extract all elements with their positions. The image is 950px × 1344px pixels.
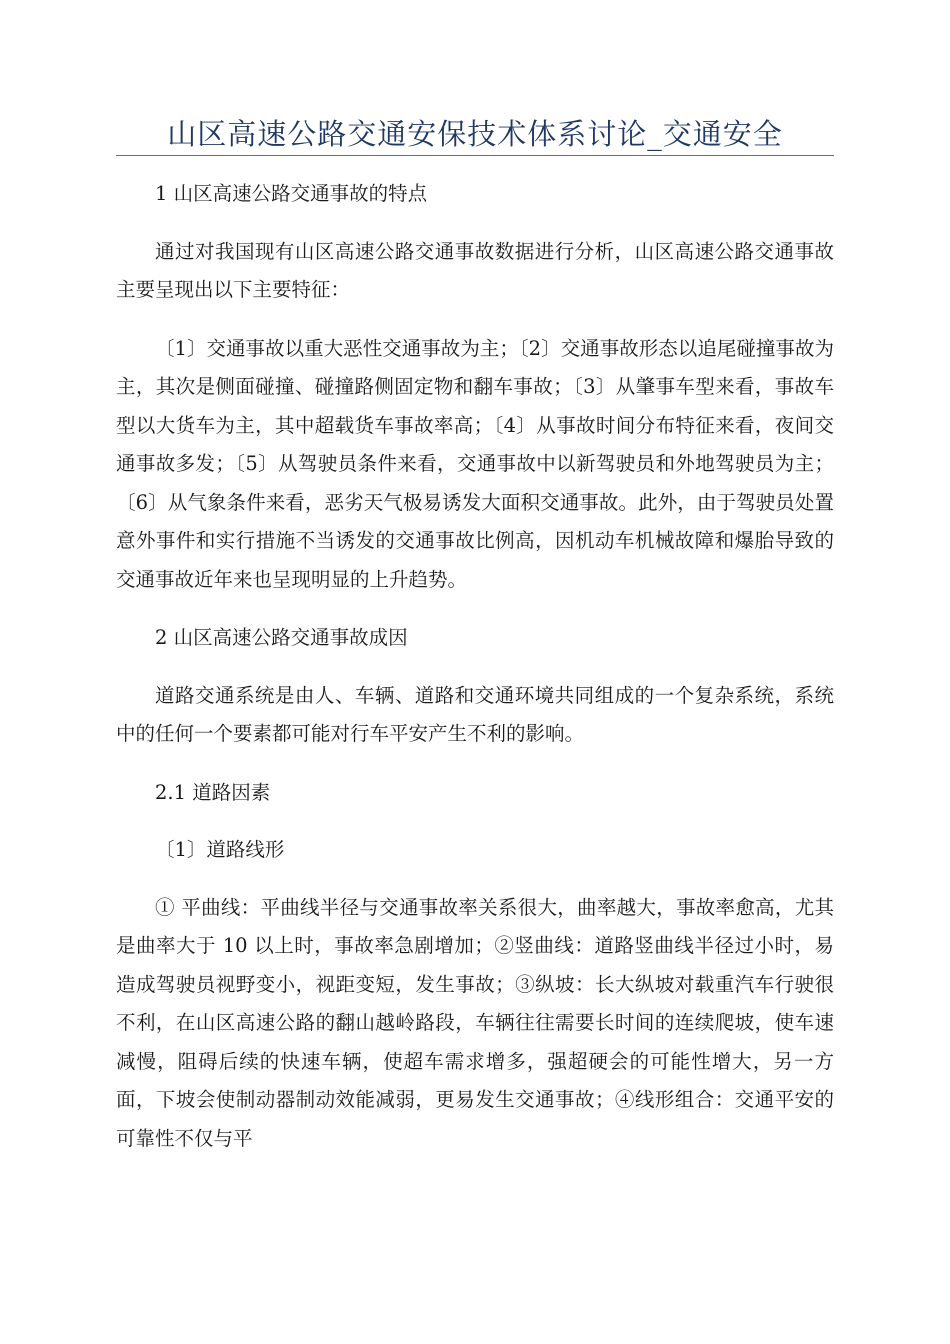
paragraph-system: 道路交通系统是由人、车辆、道路和交通环境共同组成的一个复杂系统，系统中的任何一个要素都可能对行车平安产生不利的影响。 [116, 683, 834, 745]
section-heading-1: 1 山区高速公路交通事故的特点 [155, 182, 428, 205]
paragraph-features: 〔1〕交通事故以重大恶性交通事故为主；〔2〕交通事故形态以追尾碰撞事故为主，其次是侧面碰撞、碰撞路侧固定物和翻车事故；〔3〕从肇事车型来看，事故车型以大货车为主，其中超载货车事故率高；〔4〕从事故时间分布特征来看，夜间交通事故多发；〔5〕从驾驶员条件来看，交通事故中以新驾驶员和外地驾驶员为主；〔6〕从气象条件来看，恶劣天气极易诱发大面积交通事故。此外，由于驾驶员处置意外事件和实行措施不当诱发的交通事故比例高，因机动车机械故障和爆胎导致的交通事故近年来也呈现明显的上升趋势。 [116, 336, 834, 591]
paragraph-alignment-details: ① 平曲线：平曲线半径与交通事故率关系很大，曲率越大，事故率愈高，尤其是曲率大于 10 以上时，事故率急剧增加；②竖曲线：道路竖曲线半径过小时，易造成驾驶员视野变小，视距变短，发生事故；③纵坡：长大纵坡对载重汽车行驶很不利，在山区高速公路的翻山越岭路段，车辆往往需要长时间的连续爬坡，使车速减慢，阻碍后续的快速车辆，使超车需求增多，强超硬会的可能性增大，另一方面，下坡会使制动器制动效能减弱，更易发生交通事故；④线形组合：交通平安的可靠性不仅与平 [116, 895, 834, 1150]
document-title: 山区高速公路交通安保技术体系讨论_交通安全 [167, 117, 783, 151]
subsection-heading-2-1: 2.1 道路因素 [155, 780, 271, 804]
item-heading-road-alignment: 〔1〕道路线形 [155, 838, 285, 861]
paragraph-intro: 通过对我国现有山区高速公路交通事故数据进行分析，山区高速公路交通事故主要呈现出以下主要特征： [116, 239, 834, 301]
section-heading-2: 2 山区高速公路交通事故成因 [155, 626, 408, 649]
document-body [116, 175, 834, 1178]
title-underline [116, 155, 834, 156]
